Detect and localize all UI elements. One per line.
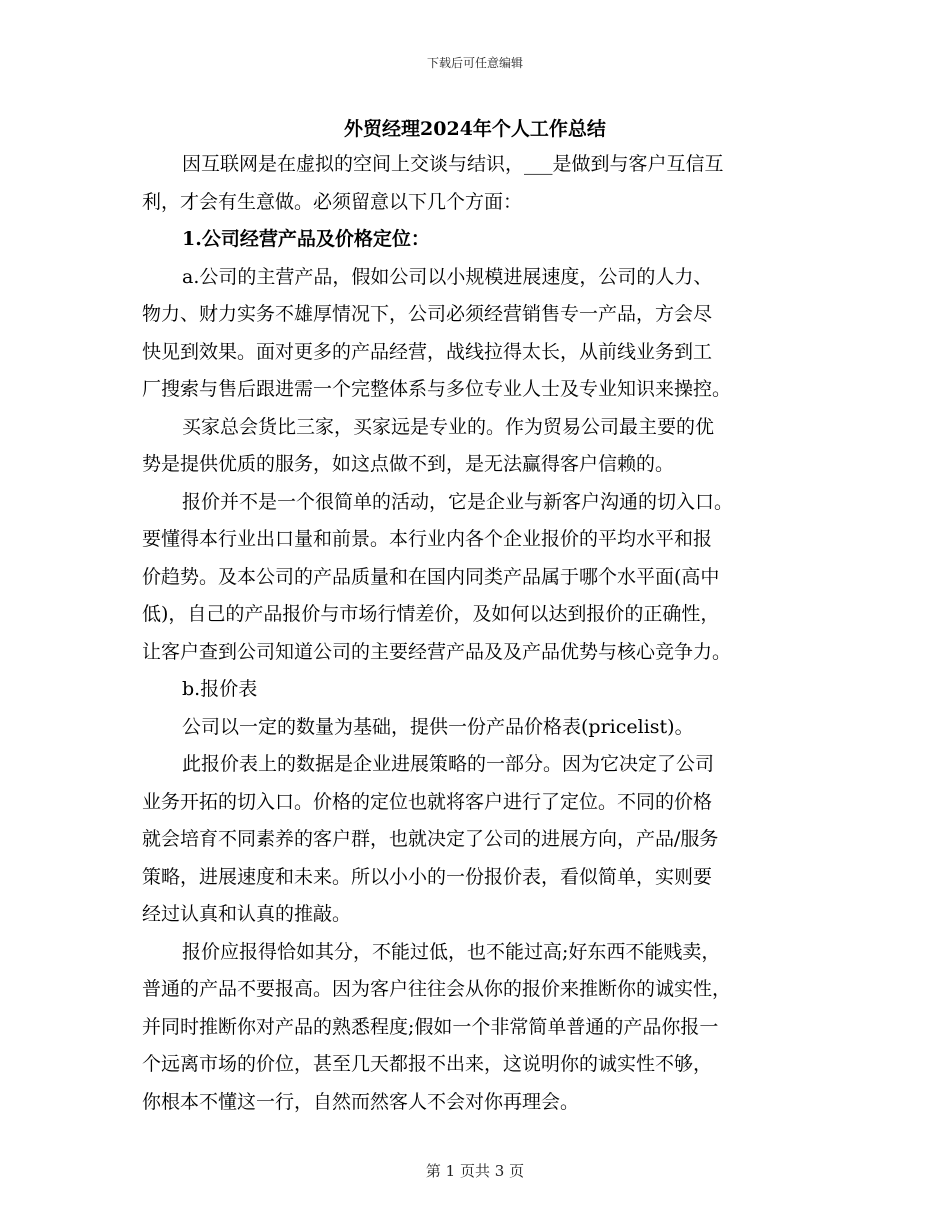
- paragraph-line: 公司以一定的数量为基础，提供一份产品价格表(pricelist)。: [182, 715, 694, 738]
- paragraph-line: 个远离市场的价位，甚至几天都报不出来，这说明你的诚实性不够，: [142, 1053, 713, 1075]
- paragraph-line: 厂搜索与售后跟进需一个完整体系与多位专业人士及专业知识来操控。: [142, 378, 732, 400]
- paragraph-line: 并同时推断你对产品的熟悉程度;假如一个非常简单普通的产品你报一: [142, 1015, 719, 1038]
- paragraph-line: 报价并不是一个很简单的活动，它是企业与新客户沟通的切入口。: [182, 490, 734, 513]
- paragraph-line: 快见到效果。面对更多的产品经营，战线拉得太长，从前线业务到工: [142, 340, 713, 363]
- paragraph-line: 经过认真和认真的推敲。: [142, 903, 352, 925]
- paragraph-line: 你根本不懂这一行，自然而然客人不会对你再理会。: [142, 1090, 580, 1113]
- paragraph-line: 让客户查到公司知道公司的主要经营产品及及产品优势与核心竞争力。: [142, 640, 732, 663]
- paragraph-line: 要懂得本行业出口量和前景。本行业内各个企业报价的平均水平和报: [142, 528, 713, 550]
- document-body: [142, 146, 812, 1121]
- paragraph-line: 利，才会有生意做。必须留意以下几个方面：: [142, 190, 523, 213]
- paragraph-line: a.公司的主营产品，假如公司以小规模进展速度，公司的人力、: [182, 265, 713, 288]
- page-header: 下载后可任意编辑: [426, 56, 523, 70]
- paragraph-line: 因互联网是在虚拟的空间上交谈与结识，___是做到与客户互信互: [182, 153, 724, 175]
- paragraph-line: 价趋势。及本公司的产品质量和在国内同类产品属于哪个水平面(高中: [142, 565, 720, 588]
- paragraph-line: 就会培育不同素养的客户群，也就决定了公司的进展方向，产品/服务: [142, 828, 719, 850]
- document-title: 外贸经理2024年个人工作总结: [344, 118, 606, 140]
- paragraph-line: 买家总会货比三家，买家远是专业的。作为贸易公司最主要的优: [182, 415, 715, 438]
- paragraph-line: 低)，自己的产品报价与市场行情差价，及如何以达到报价的正确性，: [142, 603, 720, 625]
- paragraph-line: 势是提供优质的服务，如这点做不到，是无法赢得客户信赖的。: [142, 453, 675, 475]
- page-footer: 第 1 页共 3 页: [425, 1162, 525, 1180]
- subsection-heading: b.报价表: [182, 678, 258, 700]
- paragraph-line: 普通的产品不要报高。因为客户往往会从你的报价来推断你的诚实性，: [142, 978, 732, 1000]
- paragraph-line: 业务开拓的切入口。价格的定位也就将客户进行了定位。不同的价格: [142, 790, 713, 813]
- paragraph-line: 物力、财力实务不雄厚情况下，公司必须经营销售专一产品，方会尽: [142, 303, 713, 325]
- paragraph-line: 此报价表上的数据是企业进展策略的一部分。因为它决定了公司: [182, 753, 715, 775]
- section-heading: 1.公司经营产品及价格定位：: [182, 228, 430, 250]
- paragraph-line: 策略，进展速度和未来。所以小小的一份报价表，看似简单，实则要: [142, 865, 713, 888]
- paragraph-line: 报价应报得恰如其分，不能过低，也不能过高;好东西不能贱卖，: [182, 940, 721, 963]
